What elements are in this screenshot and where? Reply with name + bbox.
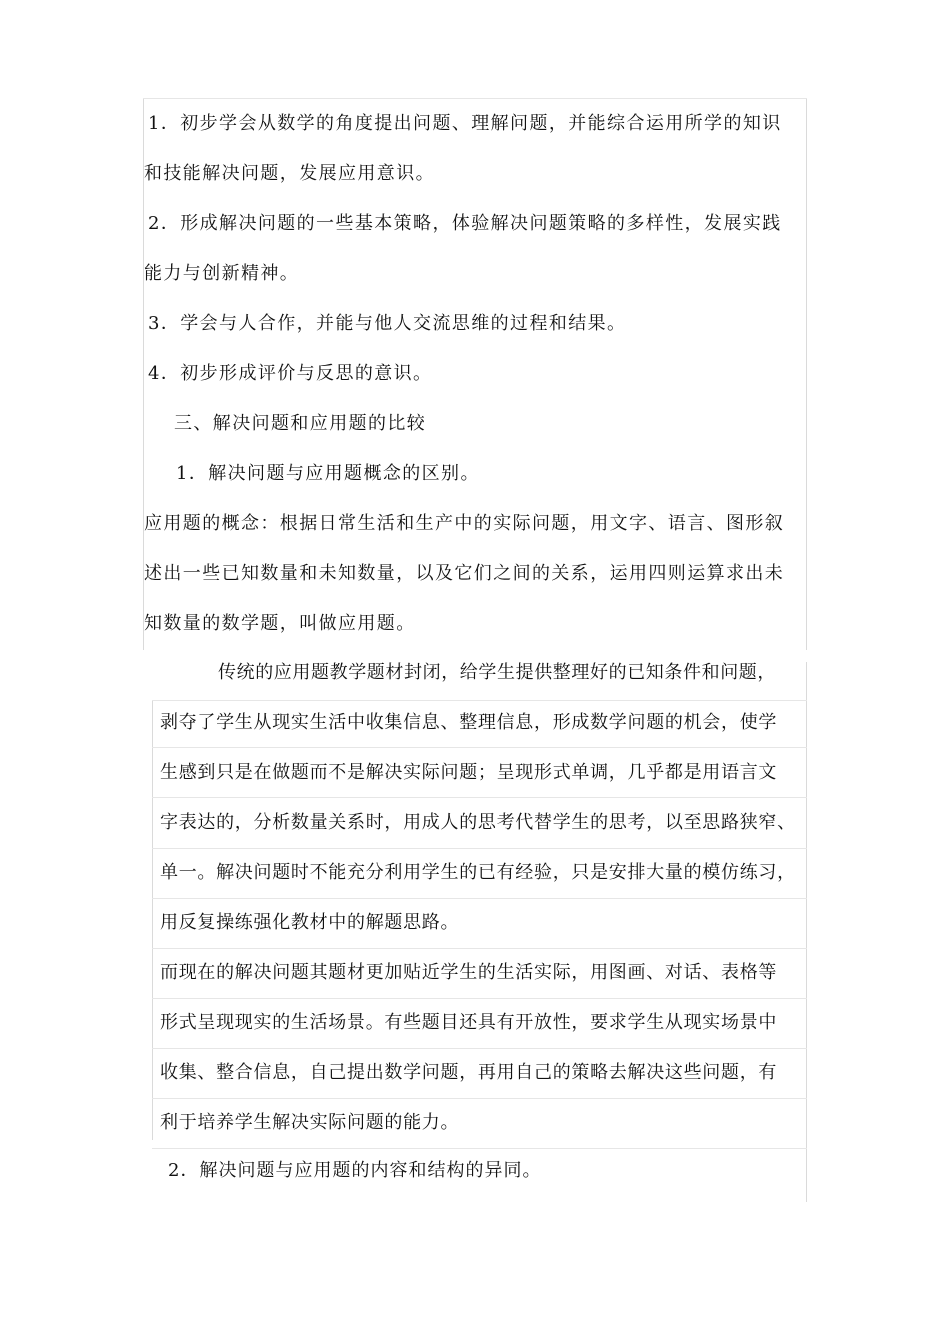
traditional-line-1: 传统的应用题教学题材封闭，给学生提供整理好的已知条件和问题， bbox=[218, 662, 776, 683]
row-rule bbox=[152, 898, 807, 899]
current-line-1: 而现在的解决问题其题材更加贴近学生的生活实际，用图画、对话、表格等 bbox=[160, 962, 778, 983]
current-line-4: 利于培养学生解决实际问题的能力。 bbox=[160, 1112, 460, 1133]
current-line-3: 收集、整合信息，自己提出数学问题，再用自己的策略去解决这些问题，有 bbox=[160, 1062, 778, 1083]
section-heading: 三、解决问题和应用题的比较 bbox=[174, 413, 427, 434]
current-line-2: 形式呈现现实的生活场景。有些题目还具有开放性，要求学生从现实场景中 bbox=[160, 1012, 778, 1033]
definition-line-3: 知数量的数学题，叫做应用题。 bbox=[144, 613, 416, 634]
goal-1-line-1: 1．初步学会从数学的角度提出问题、理解问题，并能综合运用所学的知识 bbox=[148, 113, 782, 134]
definition-line-1: 应用题的概念：根据日常生活和生产中的实际问题，用文字、语言、图形叙 bbox=[144, 513, 785, 534]
goal-4: 4．初步形成评价与反思的意识。 bbox=[148, 363, 433, 384]
right-border-upper bbox=[806, 98, 807, 650]
row-rule bbox=[152, 948, 807, 949]
goal-1-line-2: 和技能解决问题，发展应用意识。 bbox=[144, 163, 435, 184]
row-rule bbox=[152, 797, 807, 798]
goal-2-line-1: 2．形成解决问题的一些基本策略，体验解决问题策略的多样性，发展实践 bbox=[148, 213, 782, 234]
row-rule bbox=[152, 747, 807, 748]
row-rule bbox=[152, 998, 807, 999]
row-rule bbox=[152, 1098, 807, 1099]
row-rule bbox=[152, 700, 807, 701]
subsection-heading-2: 2．解决问题与应用题的内容和结构的异同。 bbox=[168, 1160, 542, 1181]
subsection-heading-1: 1．解决问题与应用题概念的区别。 bbox=[176, 463, 480, 484]
row-rule bbox=[152, 848, 807, 849]
traditional-line-2: 剥夺了学生从现实生活中收集信息、整理信息，形成数学问题的机会，使学 bbox=[160, 712, 778, 733]
row-rule bbox=[152, 1148, 807, 1149]
goal-3: 3．学会与人合作，并能与他人交流思维的过程和结果。 bbox=[148, 313, 627, 334]
right-border-lower bbox=[806, 662, 807, 1202]
traditional-line-4: 字表达的，分析数量关系时，用成人的思考代替学生的思考，以至思路狭窄、 bbox=[160, 812, 796, 833]
left-border-lower bbox=[152, 700, 153, 1140]
traditional-line-3: 生感到只是在做题而不是解决实际问题；呈现形式单调，几乎都是用语言文 bbox=[160, 762, 778, 783]
traditional-line-6: 用反复操练强化教材中的解题思路。 bbox=[160, 912, 460, 933]
row-rule bbox=[152, 1048, 807, 1049]
top-border bbox=[143, 98, 807, 99]
goal-2-line-2: 能力与创新精神。 bbox=[144, 263, 300, 284]
definition-line-2: 述出一些已知数量和未知数量，以及它们之间的关系，运用四则运算求出未 bbox=[144, 563, 785, 584]
traditional-line-5: 单一。解决问题时不能充分利用学生的已有经验，只是安排大量的模仿练习， bbox=[160, 862, 796, 883]
